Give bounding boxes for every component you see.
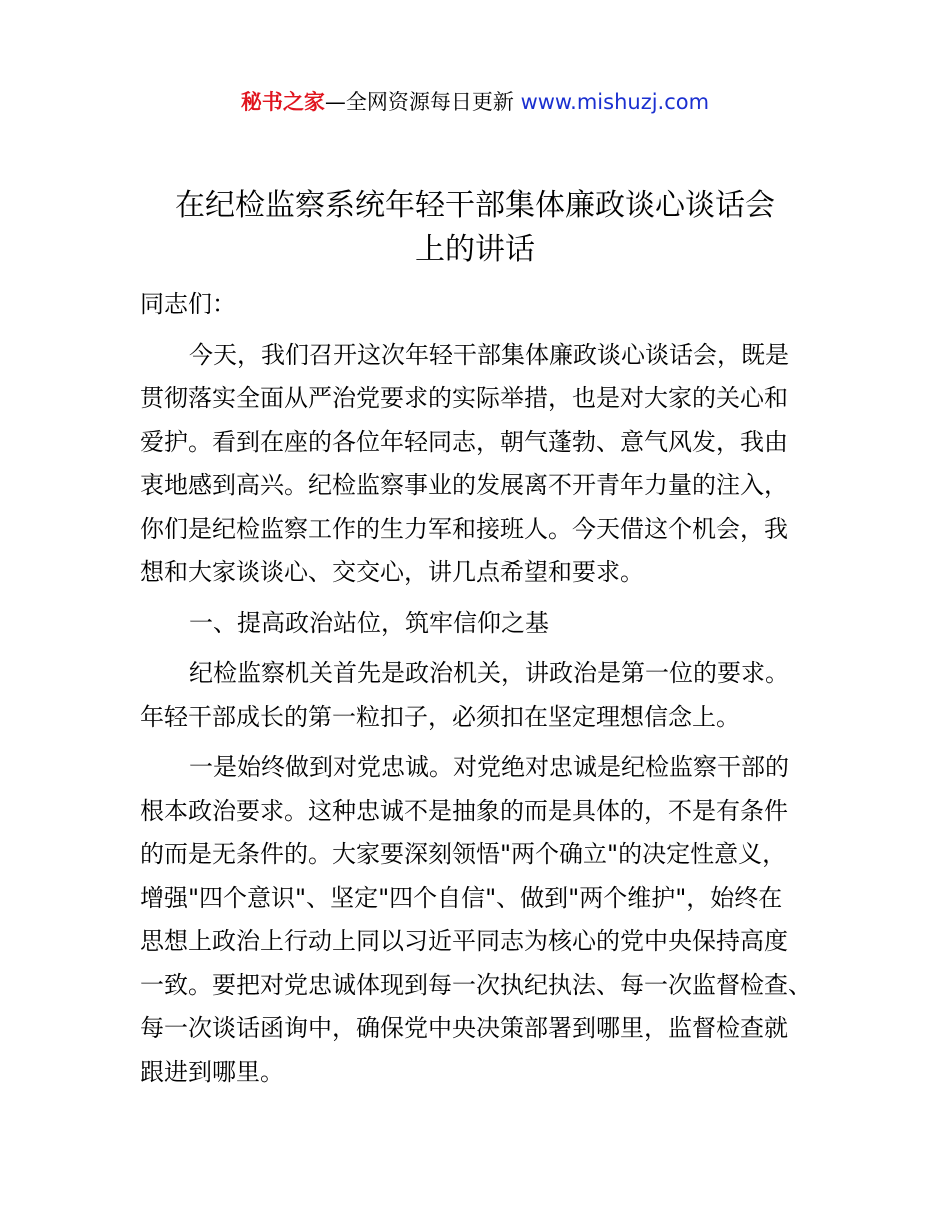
paragraph-line: 贯彻落实全面从严治党要求的实际举措，也是对大家的关心和 — [140, 384, 788, 412]
document-body — [140, 283, 820, 1101]
title-line: 在纪检监察系统年轻干部集体廉政谈心谈话会 — [175, 188, 775, 223]
paragraph-line: 纪检监察机关首先是政治机关，讲政治是第一位的要求。 — [189, 659, 789, 687]
paragraph-line: 一是始终做到对党忠诚。对党绝对忠诚是纪检监察干部的 — [189, 753, 789, 781]
paragraph-line: 增强"四个意识"、坚定"四个自信"、做到"两个维护"，始终在 — [140, 883, 783, 912]
paragraph-line: 根本政治要求。这种忠诚不是抽象的而是具体的，不是有条件 — [140, 796, 788, 825]
site-url-link[interactable]: www.mishuzj.com — [520, 90, 710, 114]
paragraph-line: 年轻干部成长的第一粒扣子，必须扣在坚定理想信念上。 — [140, 702, 740, 731]
section-heading-text: 一、提高政治站位，筑牢信仰之基 — [189, 608, 549, 637]
paragraph-line: 思想上政治上行动上同以习近平同志为核心的党中央保持高度 — [140, 927, 788, 955]
salutation-text: 同志们： — [140, 290, 236, 318]
paragraph-line: 每一次谈话函询中，确保党中央决策部署到哪里，监督检查就 — [140, 1014, 788, 1042]
paragraph-line: 的而是无条件的。大家要深刻领悟"两个确立"的决定性意义， — [140, 840, 787, 868]
paragraph-line: 一致。要把对党忠诚体现到每一次执纪执法、每一次监督检查、 — [140, 970, 812, 999]
paragraph-line: 你们是纪检监察工作的生力军和接班人。今天借这个机会，我 — [140, 514, 788, 543]
paragraph-line: 爱护。看到在座的各位年轻同志，朝气蓬勃、意气风发，我由 — [140, 427, 788, 456]
paragraph-line: 想和大家谈谈心、交交心，讲几点希望和要求。 — [140, 558, 644, 586]
document-title — [100, 184, 850, 272]
site-header — [0, 86, 950, 118]
paragraph-line: 今天，我们召开这次年轻干部集体廉政谈心谈话会，既是 — [189, 340, 789, 369]
salutation — [140, 283, 820, 327]
site-brand: 秘书之家 — [240, 90, 325, 114]
paragraph-line: 跟进到哪里。 — [140, 1057, 284, 1086]
paragraph-section-intro — [140, 652, 820, 739]
paragraph-loyalty — [140, 746, 820, 1094]
paragraph-line: 衷地感到高兴。纪检监察事业的发展离不开青年力量的注入， — [140, 471, 788, 499]
site-tagline: —全网资源每日更新 — [324, 90, 514, 114]
title-line: 上的讲话 — [415, 232, 535, 267]
section-heading — [140, 602, 820, 646]
paragraph-intro — [140, 334, 820, 595]
